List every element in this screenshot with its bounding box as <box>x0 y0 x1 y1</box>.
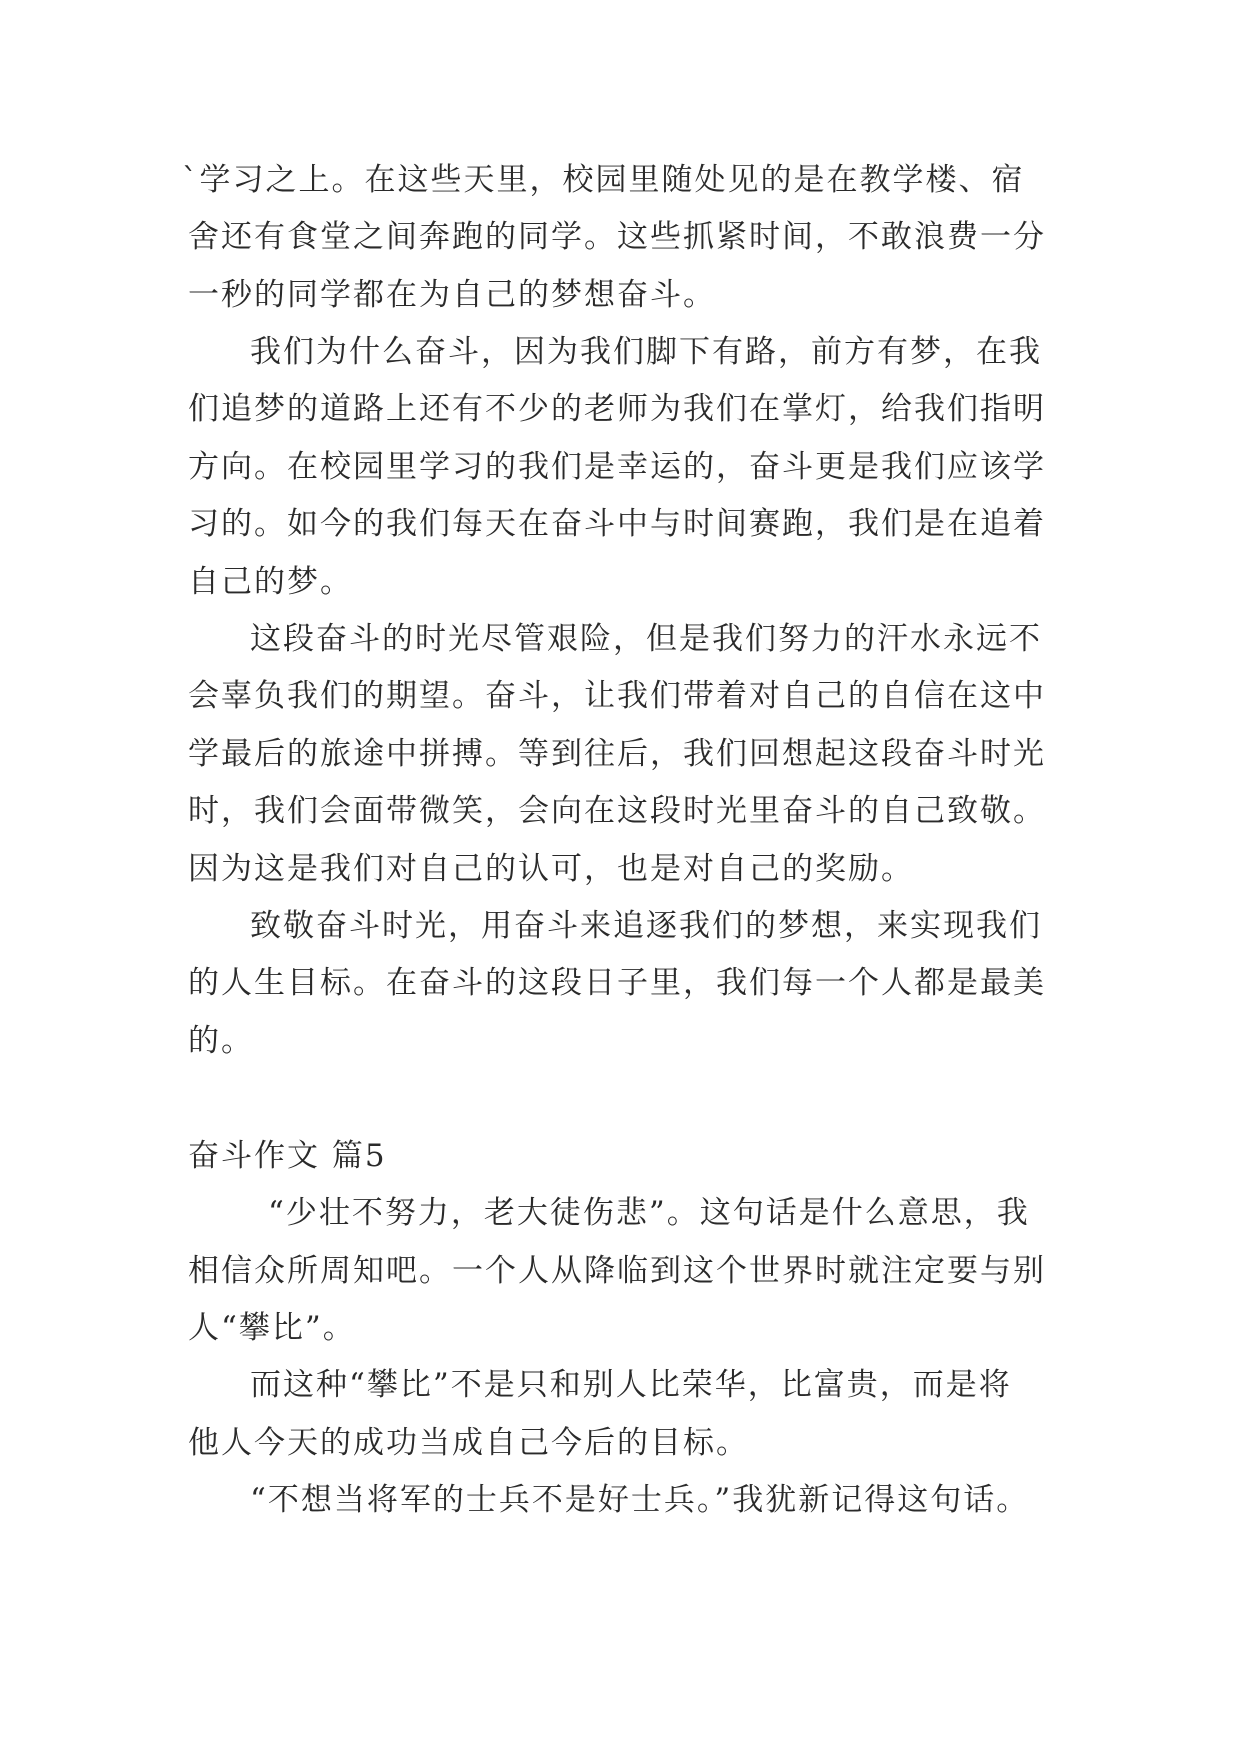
paragraph-first-line: “不想当将军的士兵不是好士兵。”我犹新记得这句话。 <box>250 1482 1030 1518</box>
text-line: 人“攀比”。 <box>188 1310 356 1346</box>
text-line: 会辜负我们的期望。奋斗，让我们带着对自己的自信在这中 <box>188 678 1046 714</box>
text-line: 他人今天的成功当成自己今后的目标。 <box>188 1425 749 1461</box>
text-line: 学最后的旅途中拼搏。等到往后，我们回想起这段奋斗时光 <box>188 736 1046 772</box>
paragraph-first-line: “少壮不努力，老大徒伤悲”。这句话是什么意思，我 <box>268 1195 1030 1231</box>
text-line: 一秒的同学都在为自己的梦想奋斗。 <box>188 277 716 313</box>
paragraph-first-line: 致敬奋斗时光，用奋斗来追逐我们的梦想，来实现我们 <box>250 908 1042 944</box>
text-line: 方向。在校园里学习的我们是幸运的，奋斗更是我们应该学 <box>188 449 1046 485</box>
text-line: 自己的梦。 <box>188 564 353 600</box>
text-line: 因为这是我们对自己的认可，也是对自己的奖励。 <box>188 851 914 887</box>
section-heading: 奋斗作文 篇5 <box>188 1138 387 1174</box>
text-line: 的人生目标。在奋斗的这段日子里，我们每一个人都是最美 <box>188 965 1046 1001</box>
paragraph-first-line: 而这种“攀比”不是只和别人比荣华，比富贵，而是将 <box>250 1367 1012 1403</box>
text-line: 时，我们会面带微笑，会向在这段时光里奋斗的自己致敬。 <box>188 793 1046 829</box>
paragraph-first-line: 我们为什么奋斗，因为我们脚下有路，前方有梦，在我 <box>250 334 1042 370</box>
text-line: 习的。如今的我们每天在奋斗中与时间赛跑，我们是在追着 <box>188 506 1046 542</box>
text-line: 相信众所周知吧。一个人从降临到这个世界时就注定要与别 <box>188 1253 1046 1289</box>
text-line: 的。 <box>188 1023 254 1059</box>
text-line: 舍还有食堂之间奔跑的同学。这些抓紧时间，不敢浪费一分 <box>188 219 1046 255</box>
text-line: `学习之上。在这些天里，校园里随处见的是在教学楼、宿 <box>182 162 1025 198</box>
text-line: 们追梦的道路上还有不少的老师为我们在掌灯，给我们指明 <box>188 391 1046 427</box>
paragraph-first-line: 这段奋斗的时光尽管艰险，但是我们努力的汗水永远不 <box>250 621 1042 657</box>
